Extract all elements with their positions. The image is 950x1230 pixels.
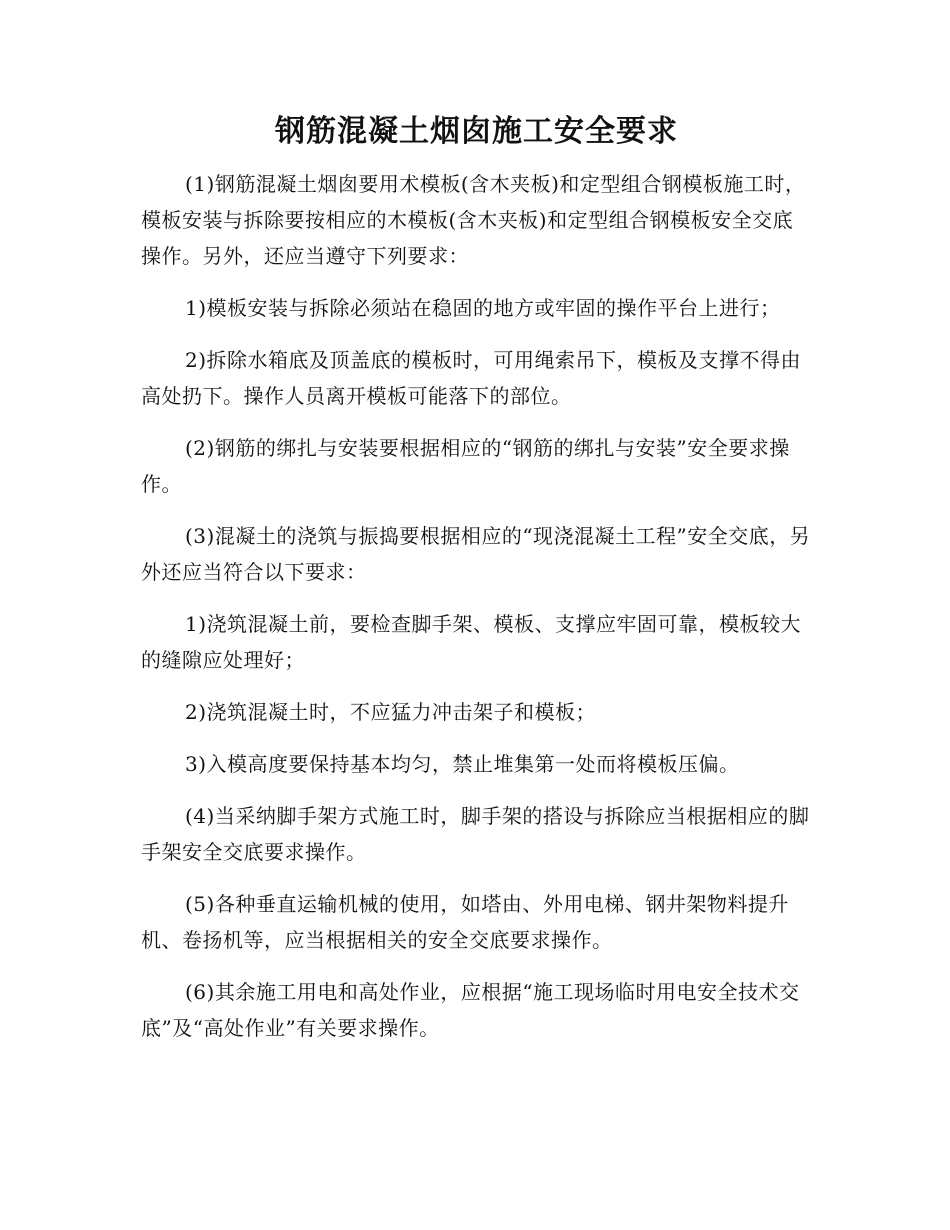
paragraph-6: 1)浇筑混凝土前，要检查脚手架、模板、支撑应牢固可靠，模板较大的缝隙应处理好； (141, 612, 802, 672)
paragraph-3: 2)拆除水箱底及顶盖底的模板时，可用绳索吊下，模板及支撑不得由高处扔下。操作人员离开模板可能落下的部位。 (141, 348, 802, 408)
paragraph-4: (2)钢筋的绑扎与安装要根据相应的“钢筋的绑扎与安装”安全要求操作。 (141, 436, 790, 496)
paragraph-10: (5)各种垂直运输机械的使用，如塔由、外用电梯、钢井架物料提升机、卷扬机等，应当根据相关的安全交底要求操作。 (141, 892, 789, 952)
paragraph-11: (6)其余施工用电和高处作业，应根据“施工现场临时用电安全技术交底”及“高处作业”有关要求操作。 (141, 980, 800, 1040)
paragraph-1: (1)钢筋混凝土烟囱要用术模板(含木夹板)和定型组合钢模板施工时，模板安装与拆除要按相应的木模板(含木夹板)和定型组合钢模板安全交底操作。另外，还应当遵守下列要求： (141, 172, 806, 268)
paragraph-2: 1)模板安装与拆除必须站在稳固的地方或牢固的操作平台上进行； (185, 296, 781, 320)
document-title: 钢筋混凝土烟囱施工安全要求 (275, 114, 678, 149)
paragraph-7: 2)浇筑混凝土时，不应猛力冲击架子和模板； (185, 700, 597, 724)
paragraph-8: 3)入模高度要保持基本均匀，禁止堆集第一处而将模板压偏。 (185, 752, 740, 776)
document-body (141, 166, 812, 1046)
paragraph-5: (3)混凝土的浇筑与振捣要根据相应的“现浇混凝土工程”安全交底，另外还应当符合以下要求： (141, 524, 811, 584)
paragraph-9: (4)当采纳脚手架方式施工时，脚手架的搭设与拆除应当根据相应的脚手架安全交底要求操作。 (141, 804, 810, 864)
